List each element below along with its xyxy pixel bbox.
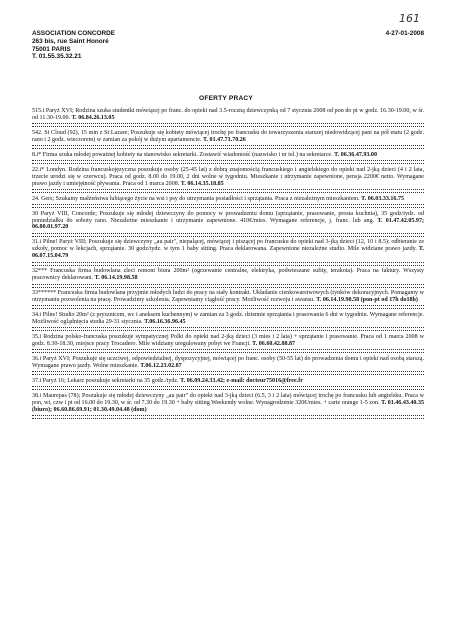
job-offer-contact: T. 01.46.43.40.35 (biuro); 06.60.86.69.91; 01.30.49.04.48 (dom): [32, 399, 424, 413]
job-offer-text: 36.i Paryż XVI; Poszukuje się uczciwej, odpowiedzialnej, dyspozycyjnej, mówiącej po franc. osoby (50-55 lat) do prowadzenia domu i opieki nad osobą starszą. Wymagane prawo jazdy. Wolne mieszkanie.: [32, 355, 424, 369]
separator-line: [32, 284, 424, 288]
separator-line: [32, 327, 424, 331]
job-offer: [32, 378, 424, 385]
separator-line: [32, 189, 424, 193]
job-offer-text: 22.i* Londyn. Rodzina francuskojęzyczna poszukuje osoby (25-45 lat) z dobrą znajomością francuskiego i angielskiego do opieki nad 2-jką dzieci (4 i 2 lata, trzecie urodzi się w czerwcu). Praca od godz. 8.00 do 19.00, 2 dni wolne w tygodniu. Mieszkanie i utrzymanie zapewnione, pensja 2200€ netto. Wymagane prawo jazdy i umiejętność pływania. Praca od 1 marca 2008.: [32, 166, 424, 187]
job-offer-text: 515.i Paryż XVI; Rodzina szuka studentki mówiącej po franc. do opieki nad 3.5-roczną dziewczynką od 7 stycznia 2008 od pon do pt w godz. 16.30-19.00, w śr. od 11.30-19.00.: [32, 108, 424, 121]
job-offer-contact: T. 06.07.15.04.79: [32, 246, 424, 260]
job-offer-text: 35.i Rodzina polsko-francuska poszukuje sympatycznej Polki do opieki nad 2-jką dzieci (3 mies i 2 lata) + sprzątanie i prasowanie. Praca od 1 marca 2008 w godz. 8.30-18.30, miejsce pracy Trocadero. Mile widziany uregulowany pobyt we Francji.: [32, 333, 424, 347]
job-offer-text: 38.i Maurepas (78); Poszukuje się młodej dziewczyny „au pair" do opieki nad 3-jką dzieci (6.5, 3 i 2 lata) mówiącej trochę po francusku lub angielsku. Praca w pon, wt, czw i pt od 16.00 do 19.30, w śr. od 7.30 do 19.30 + baby sitting Weekendy wolne. Wynagrodzenie 320€/mies. + carte orange 1-5 zon.: [32, 392, 424, 406]
job-offer-contact: T. 06.84.26.13.05: [71, 114, 115, 121]
job-offer-text: 31.i Pilne! Paryż VIII; Poszukuje się dziewczyny „au pair", niepalącej, mówiącej i piszącej po francusku do opieki nad 3-jką dzieci (12, 10 i 8.5): odbieranie ze szkoły, pomoc w lekcjach, sprzątanie. 30 godz/tydz. w tym 1 baby sitting. Praca deklarowana. Zapewnione niezależne studio. Mile widziane prawo jazdy.: [32, 239, 424, 253]
job-offer: [32, 167, 424, 188]
job-offer: [32, 356, 424, 370]
job-offer: [32, 290, 424, 304]
job-offer-text: 542. St Cloud (92), 15 min z St Lazare; Poszukuje się kobiety mówiącej trochę po francusku do towarzyszenia starszej niedowidzącej pani na pół etatu (2 godz. rano i 2 godz. wieczorem) w zamian za pokój w dużym apartamencie.: [32, 129, 424, 143]
job-offer-text: 32*** Francuska firma budowlana zleci remont biura 200m² (ogrzewanie centralne, elektryka, podwieszane sufity, terakota). Praca na faktury. Wszysty pracownicy deklarowani.: [32, 268, 424, 282]
job-offer-text: 37.i Paryż 16; Lekarz poszukuje sekretarki na 35 godz./tydz.: [32, 377, 181, 384]
job-offers-list: [32, 108, 424, 422]
separator-line: [32, 262, 424, 266]
job-offer-text: 8.i* Firma szuka młodej poważnej kobiety na stanowisko sekretarki. Zostawić wiadomość (nazwisko i nr tel.) na sekretarce.: [32, 151, 335, 158]
job-offer: [32, 312, 424, 326]
document-date: 4-27-01-2008: [385, 30, 424, 37]
page-title: OFERTY PRACY: [199, 95, 253, 102]
job-offer-contact: T.06.16.36.96.45: [144, 318, 186, 325]
separator-line: [32, 371, 424, 375]
job-offer-contact: T. 06.14.35.18.85: [180, 180, 224, 187]
job-offer-contact: T. 06.03.33.16.75: [361, 195, 405, 202]
separator-line: [32, 415, 424, 419]
job-offer: [32, 393, 424, 414]
job-offer-text: 34.i Pilne! Studio 20m² (z prysznicem, wc i aneksem kuchennym) w zamian za 3 godz. dziennie sprzątania i prasowania 6 dni w tygodniu. Wymagane referencje. Możliwość oglądnięcia studia 29-31 stycznia.: [32, 312, 424, 325]
job-offer-contact: T. 01.47.71.70.26: [202, 136, 246, 143]
job-offer: [32, 196, 424, 203]
job-offer-contact: T.06.12.23.02.87: [140, 362, 182, 369]
org-street: 263 bis, rue Saint Honoré: [32, 37, 109, 45]
separator-line: [32, 145, 424, 149]
job-offer: [32, 211, 424, 232]
separator-line: [32, 123, 424, 127]
job-offer-contact: T. 06.14.19.98.58 (pon-pt od 17h do18h): [316, 297, 418, 304]
separator-line: [32, 386, 424, 390]
job-offer-contact: T. 06.36.47.93.00: [334, 151, 377, 158]
org-city: 75001 PARIS: [32, 45, 71, 53]
job-offer: [32, 108, 424, 122]
job-offer-contact: T. 06.60.42.88.87: [252, 340, 296, 347]
job-offer-text: 33****** Francuska firma budowlana przyjmie młodych ludzi do pracy na stały kontrakt. Układanie cienkowarstwowych (tynków dekoracyjnych. Pomagamy w otrzymaniu pozwolenia na pracę. Prowadzimy szkolenia. Zapewniamy ciągłość pracy. Możliwość rozwoju i awansu.: [32, 290, 424, 304]
separator-line: [32, 305, 424, 309]
org-phone: T. 01.55.35.32.21: [32, 53, 82, 61]
handwritten-page-number: 161: [399, 12, 420, 25]
job-offer-text: 30 Paryż VIII, Concorde; Poszukuje się młodej dziewczyny do pomocy w prowadzeniu domu (sprzątanie, prasowanie, prosta kuchnia), 35 godz/tydz. od poniedziałku do soboty rano. Niezależne mieszkanie i utrzymanie zapewnione. 410€/mies. Wymagane referencje, j. franc. lub ang.: [32, 210, 424, 224]
job-offer-text: 24. Gers; Szukamy małżeństwa lubiącego życie na wsi i psy do utrzymania posiadłości i sprzątania. Praca z niezależnym mieszkaniem.: [32, 195, 362, 202]
separator-line: [32, 160, 424, 164]
separator-line: [32, 204, 424, 208]
job-offer: [32, 268, 424, 282]
separator-line: [32, 349, 424, 353]
separator-line: [32, 233, 424, 237]
job-offer-contact: T. 01.47.42.05.97; 06.80.01.97.20: [32, 217, 424, 231]
org-name: ASSOCIATION CONCORDE: [32, 30, 115, 37]
job-offer: [32, 130, 424, 144]
job-offer: [32, 239, 424, 260]
job-offer-contact: T. 06.14.19.98.58: [94, 275, 138, 282]
job-offer-contact: T. 06.09.24.33.42; e-mail: docteur75016@free.fr: [180, 377, 303, 384]
job-offer: [32, 152, 424, 159]
job-offer: [32, 334, 424, 348]
letterhead: [32, 30, 424, 61]
